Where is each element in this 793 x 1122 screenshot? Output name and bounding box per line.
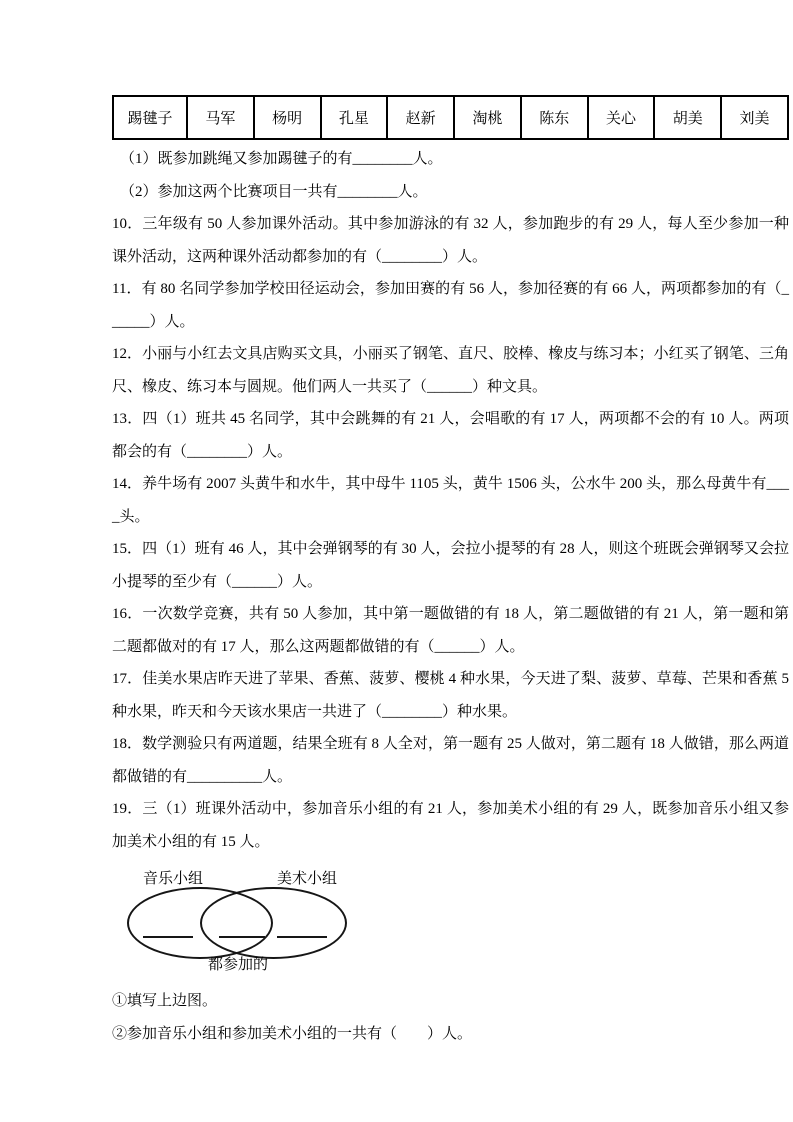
question-13: 13．四（1）班共 45 名同学，其中会跳舞的有 21 人，会唱歌的有 17 人，两项都不会的有 10 人。两项都会的有（________）人。	[112, 411, 789, 460]
question-15: 15．四（1）班有 46 人，其中会弹钢琴的有 30 人，会拉小提琴的有 28 人，则这个班既会弹钢琴又会拉小提琴的至少有（______）人。	[112, 541, 789, 590]
question-14: 14．养牛场有 2007 头黄牛和水牛，其中母牛 1105 头，黄牛 1506 头，公水牛 200 头，那么母黄牛有____头。	[112, 476, 789, 525]
table-cell: 胡美	[654, 96, 721, 139]
table-cell: 陈东	[521, 96, 588, 139]
question-17: 17．佳美水果店昨天进了苹果、香蕉、菠萝、樱桃 4 种水果，今天进了梨、菠萝、草莓、芒果和香蕉 5 种水果，昨天和今天该水果店一共进了（________）种水果。	[112, 671, 789, 720]
venn-label-music-group: 音乐小组	[143, 871, 204, 887]
subquestion-1: （1）既参加跳绳又参加踢毽子的有________人。	[120, 151, 443, 167]
venn-blank-right	[277, 936, 327, 938]
subquestion-2: （2）参加这两个比赛项目一共有________人。	[120, 183, 428, 200]
table-cell: 赵新	[387, 96, 454, 139]
table-cell: 刘美	[721, 96, 788, 139]
question-10: 10．三年级有 50 人参加课外活动。其中参加游泳的有 32 人，参加跑步的有 29 人，每人至少参加一种课外活动，这两种课外活动都参加的有（________）人。	[112, 216, 789, 265]
question-11: 11．有 80 名同学参加学校田径运动会，参加田赛的有 56 人，参加径赛的有 66 人，两项都参加的有（______）人。	[112, 281, 789, 330]
venn-label-art-group: 美术小组	[277, 871, 338, 887]
table-cell: 踢毽子	[113, 96, 187, 139]
questions-block	[112, 143, 789, 858]
venn-blank-middle	[219, 936, 265, 938]
table-cell: 马军	[187, 96, 254, 139]
question-19: 19．三（1）班课外活动中，参加音乐小组的有 21 人，参加美术小组的有 29 人，既参加音乐小组又参加美术小组的有 15 人。	[112, 801, 789, 850]
venn-label-both: 都参加的	[208, 957, 269, 973]
names-table	[112, 95, 789, 140]
table-cell: 孔星	[321, 96, 388, 139]
venn-blank-left	[143, 936, 193, 938]
question-12: 12．小丽与小红去文具店购买文具，小丽买了钢笔、直尺、胶棒、橡皮与练习本；小红买了钢笔、三角尺、橡皮、练习本与圆规。他们两人一共买了（______）种文具。	[112, 346, 789, 395]
venn-right-ellipse	[200, 887, 347, 959]
question-16: 16．一次数学竞赛，共有 50 人参加，其中第一题做错的有 18 人，第二题做错的有 21 人，第一题和第二题都做对的有 17 人，那么这两题都做错的有（______）人。	[112, 606, 789, 655]
table-cell: 杨明	[254, 96, 321, 139]
venn-subquestion-1: ①填写上边图。	[112, 993, 218, 1009]
venn-questions-block	[112, 985, 789, 1050]
document-content	[112, 95, 789, 1050]
question-18: 18．数学测验只有两道题，结果全班有 8 人全对，第一题有 25 人做对，第二题有 18 人做错，那么两道都做错的有__________人。	[112, 736, 789, 785]
table-cell: 淘桃	[454, 96, 521, 139]
table-cell: 关心	[588, 96, 655, 139]
venn-diagram	[112, 870, 472, 976]
venn-subquestion-2: ②参加音乐小组和参加美术小组的一共有（ ）人。	[112, 1025, 473, 1042]
table-row	[113, 96, 788, 139]
